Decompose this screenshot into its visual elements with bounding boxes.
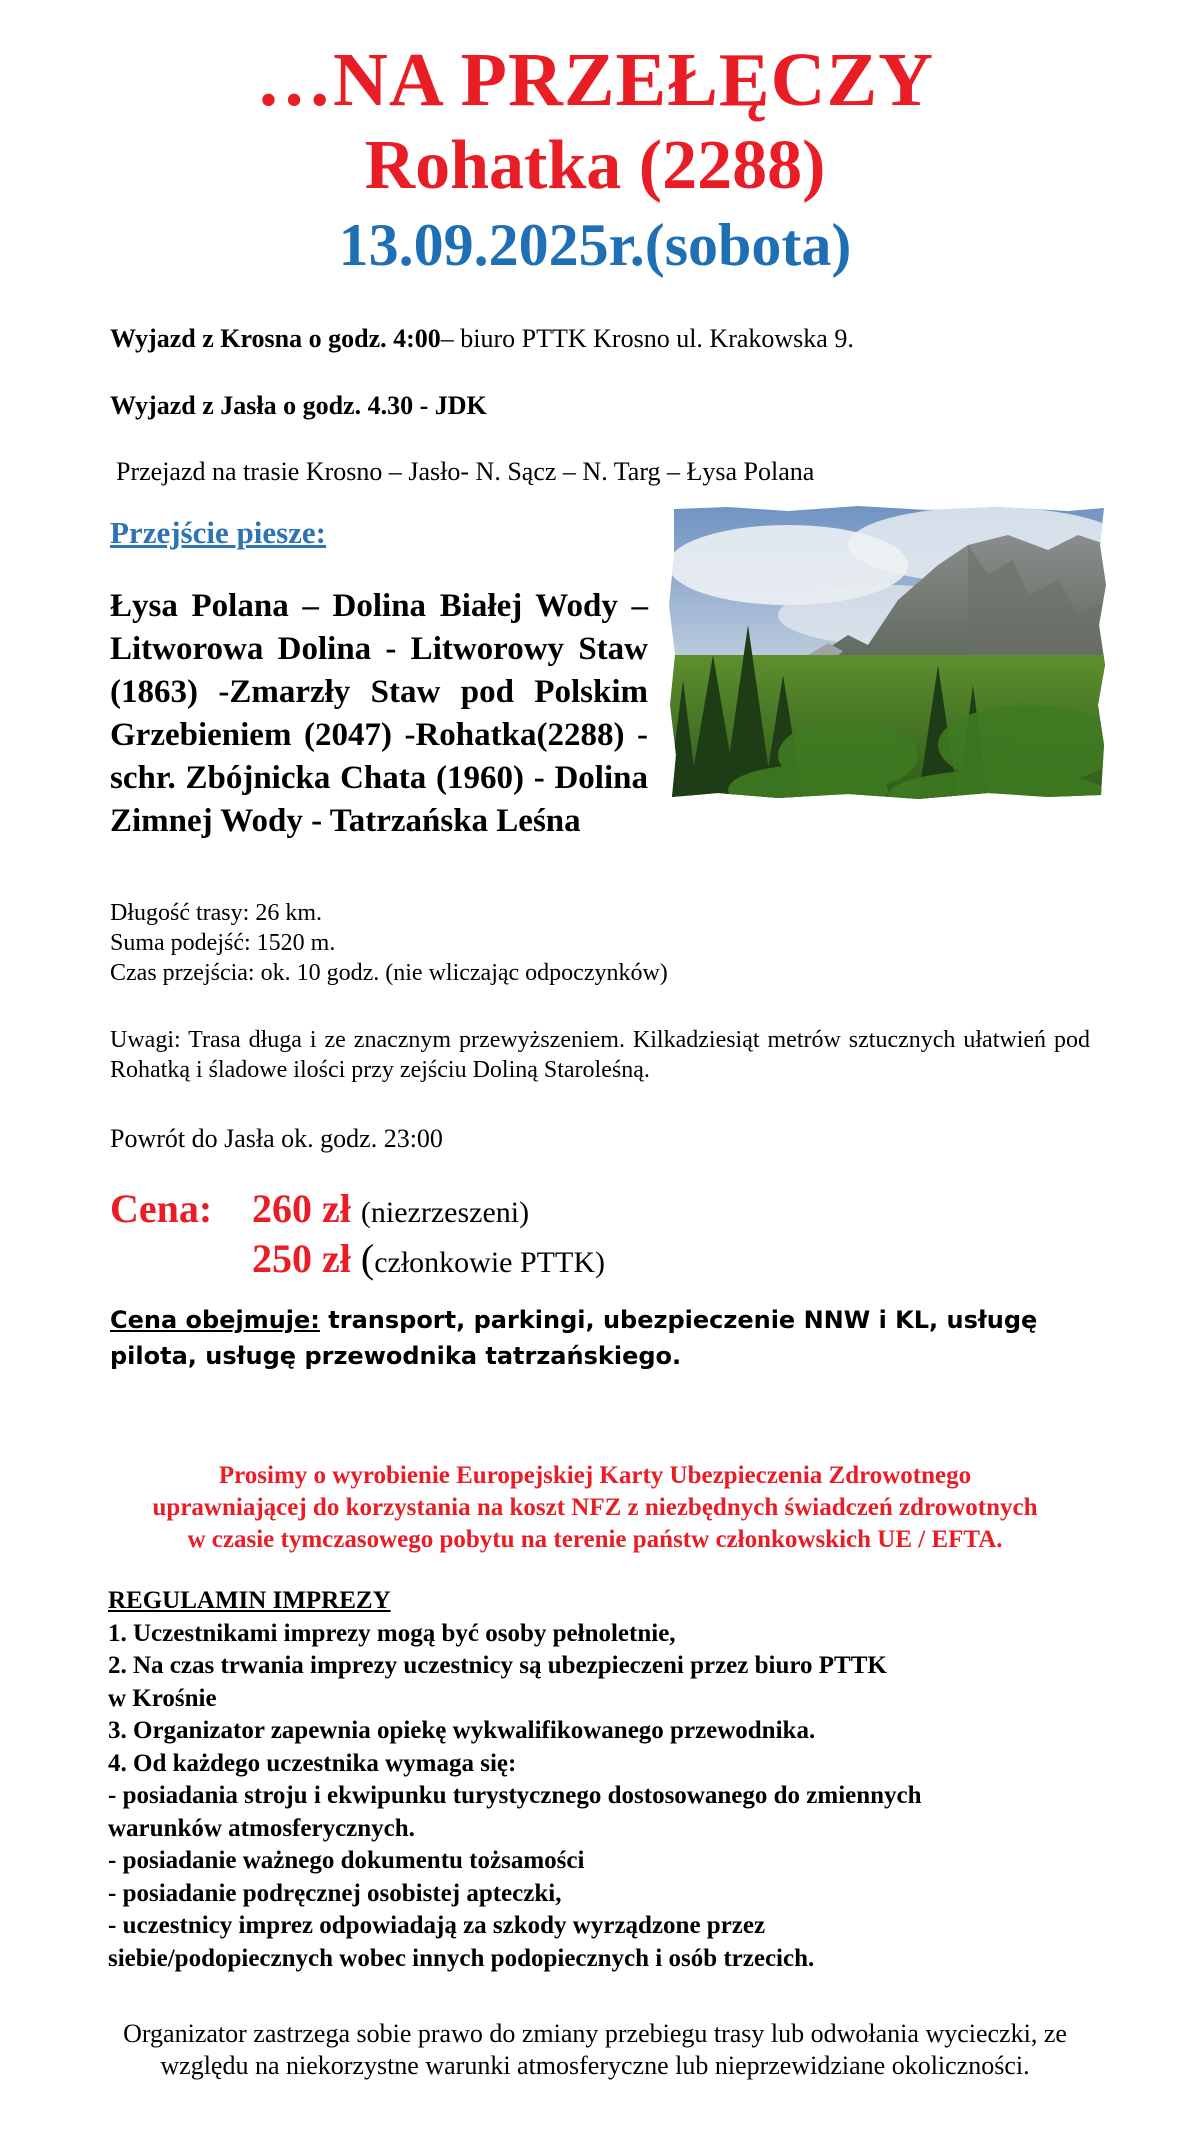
route-stats xyxy=(110,898,668,988)
price-regular-amount: 260 zł xyxy=(252,1186,351,1231)
price-label: Cena: xyxy=(110,1186,213,1231)
regulations-item: warunków atmosferycznych. xyxy=(108,1814,415,1842)
route-notes: Uwagi: Trasa długa i ze znacznym przewyższeniem. Kilkadziesiąt metrów sztucznych ułatwień pod Rohatką i śladowe ilości przy zejściu Doliną Staroleśną. xyxy=(110,1027,1090,1083)
regulations-item: - posiadanie podręcznej osobistej apteczki, xyxy=(108,1879,562,1907)
price-member-note: członkowie PTTK xyxy=(374,1246,595,1279)
regulations-item: - posiadania stroju i ekwipunku turystycznego dostosowanego do zmiennych xyxy=(108,1782,922,1809)
price-regular xyxy=(252,1185,529,1237)
regulations-item: - posiadanie ważnego dokumentu tożsamości xyxy=(108,1847,585,1874)
price-includes xyxy=(110,1302,1100,1374)
price-includes-text: transport, parkingi, ubezpieczenie NNW i KL, usługę pilota, usługę przewodnika tatrzańskiego. xyxy=(110,1306,1038,1370)
departure-jaslo: Wyjazd z Jasła o godz. 4.30 - JDK xyxy=(110,391,487,420)
tatra-mountain-photo xyxy=(668,505,1108,800)
regulations-item: 2. Na czas trwania imprezy uczestnicy są ubezpieczeni przez biuro PTTK xyxy=(108,1652,887,1679)
regulations-item: 4. Od każdego uczestnika wymaga się: xyxy=(108,1749,517,1777)
ehic-notice: Prosimy o wyrobienie Europejskiej Karty Ubezpieczenia Zdrowotnego uprawniającej do korzystania na koszt NFZ z niezbędnych świadczeń zdrowotnych w czasie tymczasowego pobytu na terenie państw członkowskich UE / EFTA. xyxy=(152,1462,1038,1553)
walk-heading: Przejście piesze: xyxy=(110,515,327,550)
regulations-item: 3. Organizator zapewnia opiekę wykwalifikowanego przewodnika. xyxy=(108,1717,816,1744)
title-line-2: Rohatka (2288) xyxy=(364,127,826,204)
organizer-disclaimer: Organizator zastrzega sobie prawo do zmiany przebiegu trasy lub odwołania wycieczki, ze względu na niekorzystne warunki atmosferyczne lub nieprzewidziane okoliczności. xyxy=(123,2019,1067,2080)
price-member-amount: 250 zł xyxy=(252,1236,351,1281)
title-line-1: …NA PRZEŁĘCZY xyxy=(255,38,935,122)
date-line: 13.09.2025r.(sobota) xyxy=(338,212,852,278)
transit-route: Przejazd na trasie Krosno – Jasło- N. Sącz – N. Targ – Łysa Polana xyxy=(116,457,815,486)
price-member-paren-open: ( xyxy=(360,1236,375,1281)
regulations-title: REGULAMIN IMPREZY xyxy=(108,1587,391,1614)
price-member-paren-close: ) xyxy=(594,1246,605,1279)
regulations-item: 1. Uczestnikami imprezy mogą być osoby pełnoletnie, xyxy=(108,1619,676,1647)
price-regular-note: (niezrzeszeni) xyxy=(360,1196,530,1229)
departure-krosno-time: Wyjazd z Krosna o godz. 4:00 xyxy=(110,324,441,353)
departure-krosno-place: – biuro PTTK Krosno ul. Krakowska 9. xyxy=(440,324,854,353)
departure-krosno xyxy=(110,323,854,355)
walk-route: Łysa Polana – Dolina Białej Wody – Litworowa Dolina - Litworowy Staw (1863) -Zmarzły Staw pod Polskim Grzebieniem (2047) -Rohatka(2288) - schr. Zbójnicka Chata (1960) - Dolina Zimnej Wody - Tatrzańska Leśna xyxy=(110,588,648,839)
route-time: Czas przejścia: ok. 10 godz. (nie wliczając odpoczynków) xyxy=(110,960,668,986)
route-length: Długość trasy: 26 km. xyxy=(110,900,322,926)
regulations-item: - uczestnicy imprez odpowiadają za szkody wyrządzone przez xyxy=(108,1912,766,1939)
regulations xyxy=(108,1585,1108,1975)
return-info: Powrót do Jasła ok. godz. 23:00 xyxy=(110,1124,443,1153)
regulations-item: siebie/podopiecznych wobec innych podopiecznych i osób trzecich. xyxy=(108,1944,815,1972)
regulations-item: w Krośnie xyxy=(108,1684,217,1712)
price-includes-label: Cena obejmuje: xyxy=(110,1306,320,1334)
route-ascent: Suma podejść: 1520 m. xyxy=(110,930,336,956)
price-member xyxy=(252,1235,605,1287)
